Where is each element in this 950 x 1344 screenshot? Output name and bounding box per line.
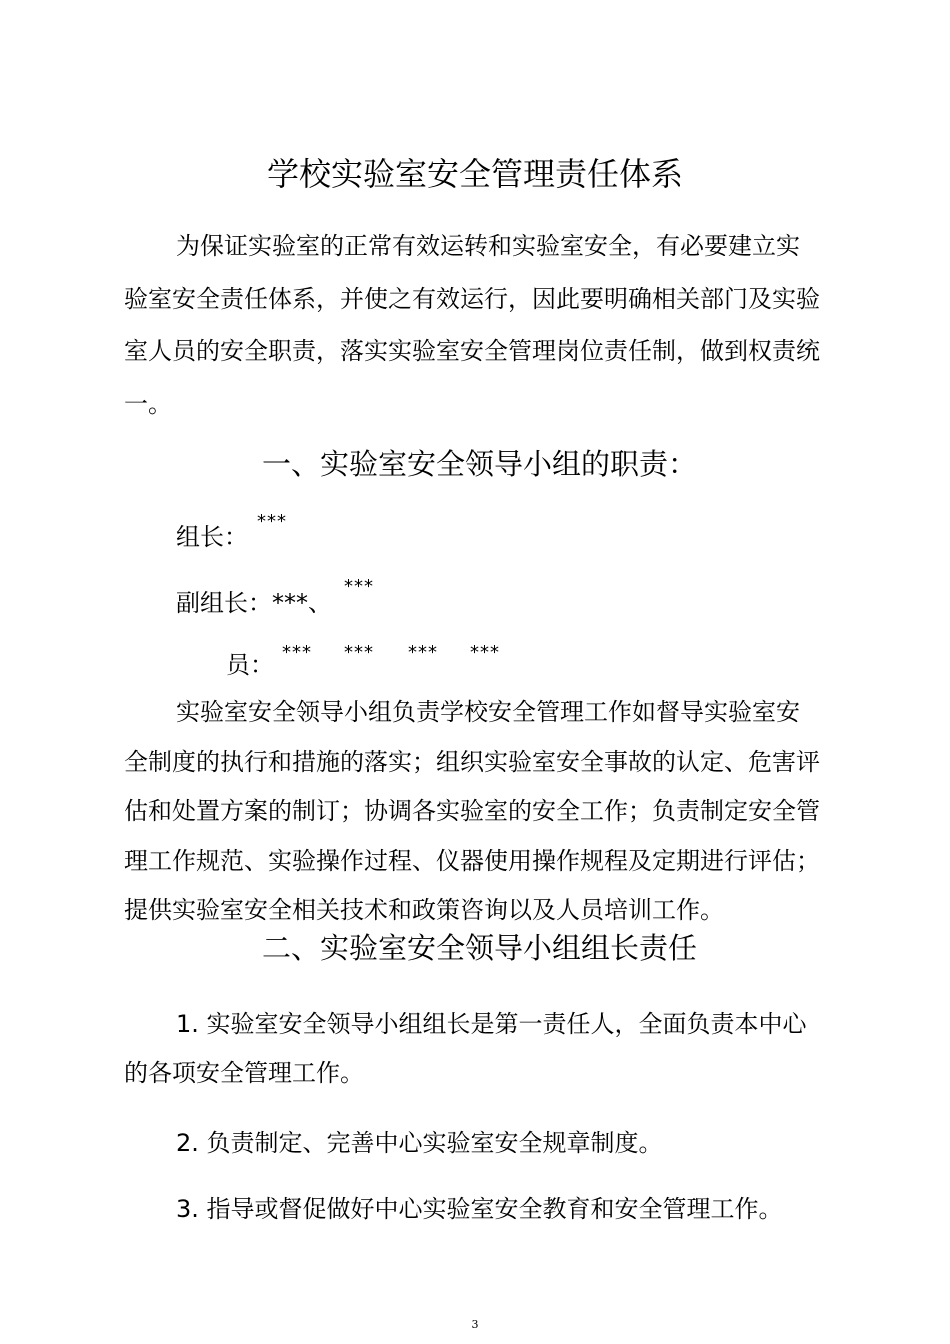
- member-label: 员：: [226, 651, 274, 679]
- section2-heading: 二、实验室安全领导小组组长责任: [262, 931, 698, 965]
- deputy-names-inline: ***、: [272, 589, 332, 617]
- intro-paragraph: [124, 220, 844, 430]
- section2-item2: 2. 负责制定、完善中心实验室安全规章制度。: [176, 1129, 663, 1157]
- member-name: ***: [344, 642, 374, 663]
- duty-line: 提供实验室安全相关技术和政策咨询以及人员培训工作。: [124, 896, 724, 924]
- intro-line: 验室安全责任体系，并使之有效运行，因此要明确相关部门及实验: [124, 284, 820, 313]
- duty-line: 理工作规范、实验操作过程、仪器使用操作规程及定期进行评估；: [124, 846, 820, 875]
- intro-line: 为保证实验室的正常有效运转和实验室安全，有必要建立实: [176, 232, 800, 260]
- member-name: ***: [282, 642, 312, 663]
- item1-line: 1. 实验室安全领导小组组长是第一责任人，全面负责本中心: [176, 1010, 807, 1038]
- section2-item1: [124, 1000, 844, 1098]
- section2-item3: 3. 指导或督促做好中心实验室安全教育和安全管理工作。: [176, 1195, 783, 1223]
- duty-line: 实验室安全领导小组负责学校安全管理工作如督导实验室安: [176, 698, 800, 726]
- intro-line: 一。: [124, 389, 172, 418]
- leader-name: ***: [257, 511, 287, 532]
- duty-line: 估和处置方案的制订；协调各实验室的安全工作；负责制定安全管: [124, 797, 820, 825]
- member-name: ***: [408, 642, 438, 663]
- item1-line: 的各项安全管理工作。: [124, 1059, 364, 1087]
- member-name: ***: [470, 642, 500, 663]
- deputy-label: 副组长：: [176, 589, 272, 617]
- section1-duty-paragraph: [124, 688, 844, 936]
- duty-line: 全制度的执行和措施的落实；组织实验室安全事故的认定、危害评: [124, 747, 820, 776]
- intro-line: 室人员的安全职责，落实实验室安全管理岗位责任制，做到权责统: [124, 337, 820, 365]
- document-title: 学校实验室安全管理责任体系: [266, 155, 683, 193]
- leader-label: 组长：: [176, 523, 248, 551]
- page-number: 3: [471, 1318, 479, 1331]
- deputy-name-2: ***: [344, 576, 374, 597]
- section1-heading: 一、实验室安全领导小组的职责：: [262, 447, 698, 481]
